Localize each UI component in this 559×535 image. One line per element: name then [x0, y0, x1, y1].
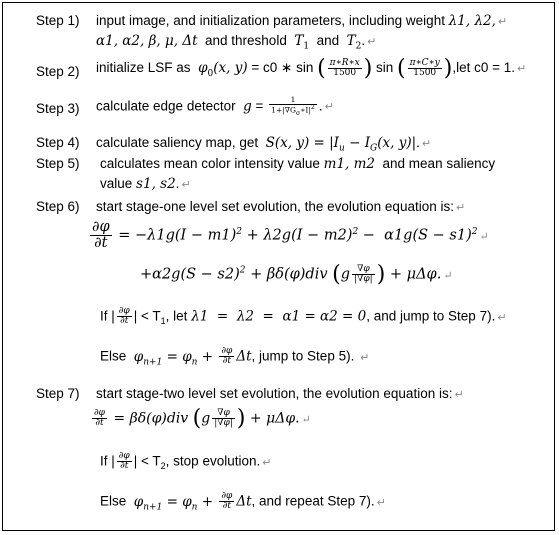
step6-equation-1: $\frac{\partial\varphi}{\partial t}$ = $-\lambda 1g(I - m1)^2 + \lambda 2g(I - m2)^2 - \alpha 1g(S - s1)^2$ ↵: [92, 219, 489, 252]
step2-text: initialize LSF as $\varphi_0(x$, y) = c0 ∗ sin ( $\frac{\pi∗R∗x}{1500}$ ) sin ( $\frac{\pi∗C∗y}{1500}$ ),let c0 = 1. ↵: [96, 56, 527, 81]
step6-label: Step 6): [36, 199, 80, 214]
step7-label: Step 7): [36, 386, 80, 401]
step7-if: If | $\frac{\partial\varphi}{\partial t}$ | < $T_2$, stop evolution. ↵: [100, 451, 272, 472]
step1-label: Step 1): [36, 13, 80, 28]
step6-if: If | $\frac{\partial\varphi}{\partial t}$ | < $T_1$, let λ1 = λ2 = α1 = α2 = 0, and jump to Step 7). ↵: [100, 306, 507, 327]
step6-equation-2: $+\alpha 2g(S - s2)^2 + \beta\delta(\varphi)div$ (g $\frac{\nabla\varphi}{|\nabla\varphi|}$ ) + μΔφ. ↵: [140, 262, 453, 287]
step4-text: calculate saliency map, get S(x, $y) = |I_u - I_G(x$, y)|. ↵: [96, 135, 432, 154]
step1-text: input image, and initialization parameters, including weight λ1, λ2, ↵: [96, 13, 508, 29]
step4-label: Step 4): [36, 135, 80, 150]
step7-else: Else $\varphi_{n+1} = \varphi_n$ + $\frac{\partial\varphi}{\partial t}$ Δt, and repeat Step 7). ↵: [100, 491, 386, 513]
step5-text-2: value s1, s2. ↵: [100, 176, 191, 192]
step5-label: Step 5): [36, 156, 80, 171]
step1-text-2: α1, α2, β, μ, Δt and threshold $T_1$ and $T_2$. ↵: [96, 33, 377, 52]
step6-text: start stage-one level set evolution, the evolution equation is: ↵: [96, 199, 466, 214]
step3-text: calculate edge detector g = $\frac{1}{1+|\nabla G_\sigma∗I|^2}$ . ↵: [96, 95, 334, 117]
step6-else: Else $\varphi_{n+1} = \varphi_n$ + $\frac{\partial\varphi}{\partial t}$ Δt, jump to Step 5). ↵: [100, 346, 370, 368]
step3-label: Step 3): [36, 101, 80, 116]
step7-text: start stage-two level set evolution, the evolution equation is: ↵: [96, 386, 464, 401]
step2-label: Step 2): [36, 64, 80, 79]
step7-equation: $\frac{\partial\varphi}{\partial t}$ = βδ(φ)div (g $\frac{\nabla\varphi}{|\nabla\varphi|}$ ) + μΔφ. ↵: [94, 406, 311, 431]
step5-text: calculates mean color intensity value m1, m2 and mean saliency: [100, 156, 496, 172]
